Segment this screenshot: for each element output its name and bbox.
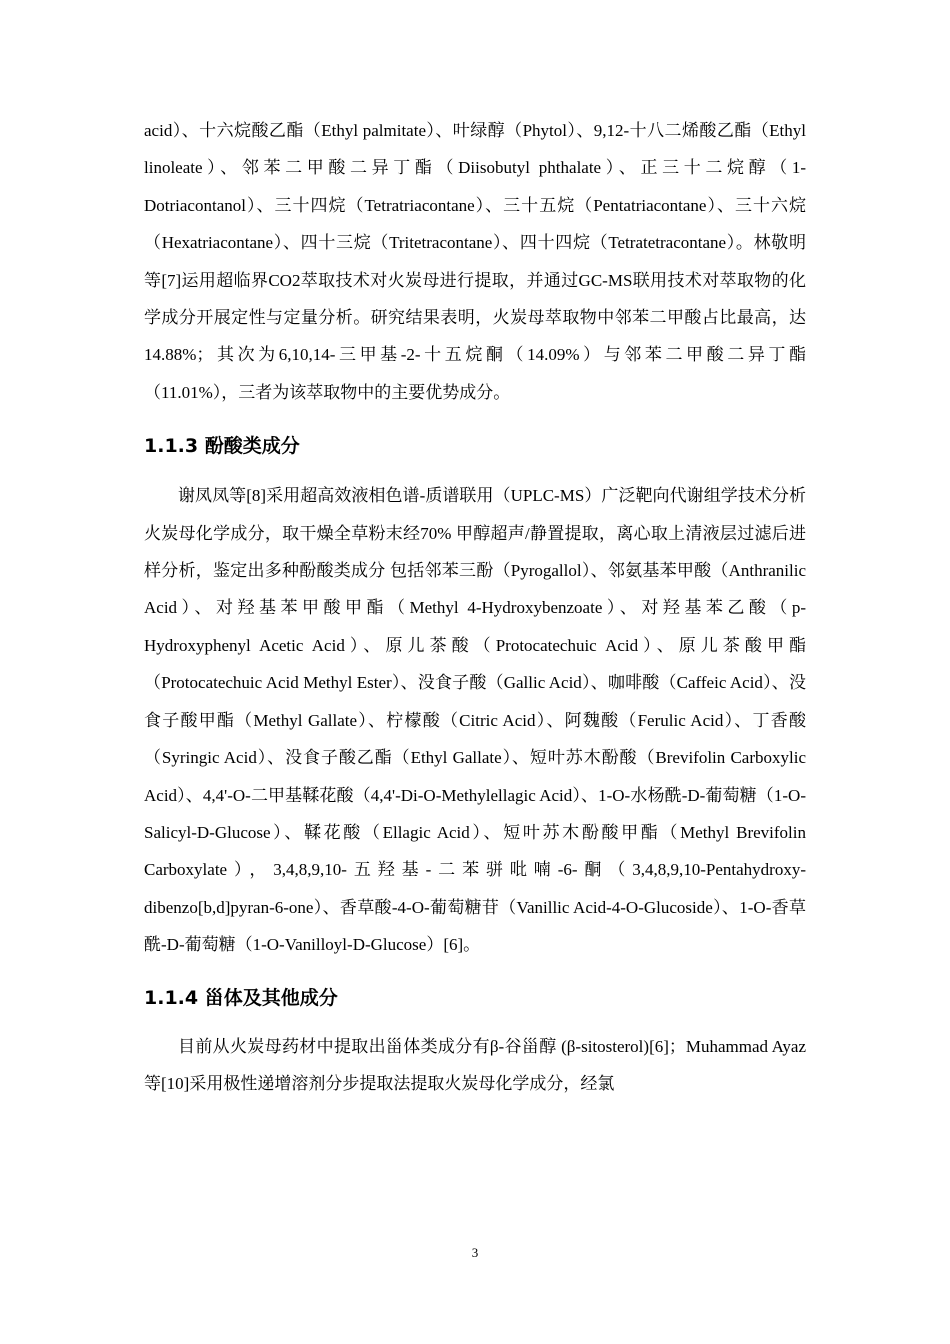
page-number: 3	[471, 1245, 479, 1260]
paragraph-2: 谢凤凤等[8]采用超高效液相色谱-质谱联用（UPLC-MS）广泛靶向代谢组学技术分析火炭母化学成分，取干燥全草粉末经70% 甲醇超声/静置提取，离心取上清液层过滤后进样分析，鉴定出多种酚酸类成分 包括邻苯三酚（Pyrogallol）、邻氨基苯甲酸（Anthranilic Acid）、对羟基苯甲酸甲酯（Methyl 4-Hydroxybenzoate）、对羟基苯乙酸（p-Hydroxyphenyl Acetic Acid）、原儿茶酸（Protocatechuic Acid）、原儿茶酸甲酯（Protocatechuic Acid Methyl Ester）、没食子酸（Gallic Acid）、咖啡酸（Caffeic Acid）、没食子酸甲酯（Methyl Gallate）、柠檬酸（Citric Acid）、阿魏酸（Ferulic Acid）、丁香酸（Syringic Acid）、没食子酸乙酯（Ethyl Gallate）、短叶苏木酚酸（Brevifolin Carboxylic Acid）、4,4'-O-二甲基鞣花酸（4,4'-Di-O-Methylellagic Acid）、1-O-水杨酰-D-葡萄糖（1-O-Salicyl-D-Glucose）、鞣花酸（Ellagic Acid）、短叶苏木酚酸甲酯（Methyl Brevifolin Carboxylate），3,4,8,9,10-五羟基-二苯骈吡喃-6-酮（3,4,8,9,10-Pentahydroxy-dibenzo[b,d]pyran-6-one）、香草酸-4-O-葡萄糖苷（Vanillic Acid-4-O-Glucoside）、1-O-香草酰-D-葡萄糖（1-O-Vanilloyl-D-Glucose）[6]。	[144, 486, 806, 955]
section-heading-1-1-3: 1.1.3 酚酸类成分	[144, 435, 300, 458]
paragraph-3: 目前从火炭母药材中提取出甾体类成分有β-谷甾醇 (β-sitosterol)[6]；Muhammad Ayaz等[10]采用极性递增溶剂分步提取法提取火炭母化学成分，经氯	[144, 1036, 806, 1093]
document-page	[144, 112, 806, 1102]
paragraph-1: acid）、十六烷酸乙酯（Ethyl palmitate）、叶绿醇（Phytol）、9,12-十八二烯酸乙酯（Ethyl linoleate）、邻苯二甲酸二异丁酯（Diisobutyl phthalate）、正三十二烷醇（1-Dotriacontanol）、三十四烷（Tetratriacontane）、三十五烷（Pentatriacontane）、三十六烷（Hexatriacontane）、四十三烷（Tritetracontane）、四十四烷（Tetratetracontane）。林敬明等[7]运用超临界CO2萃取技术对火炭母进行提取，并通过GC-MS联用技术对萃取物的化学成分开展定性与定量分析。研究结果表明，火炭母萃取物中邻苯二甲酸占比最高，达 14.88%；其次为6,10,14-三甲基-2-十五烷酮（14.09%）与邻苯二甲酸二异丁酯（11.01%），三者为该萃取物中的主要优势成分。	[144, 121, 806, 402]
section-heading-1-1-4: 1.1.4 甾体及其他成分	[144, 986, 338, 1009]
